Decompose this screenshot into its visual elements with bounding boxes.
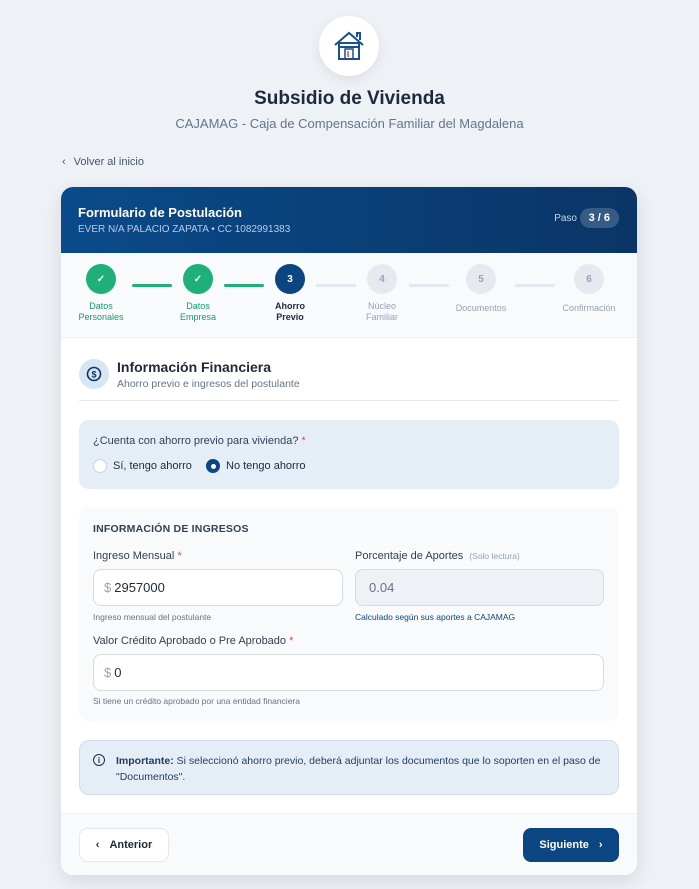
step-label: Paso: [554, 213, 577, 224]
step-connector: [132, 284, 172, 287]
percent-input-readonly: [355, 569, 604, 606]
back-home-label: Volver al inicio: [73, 156, 144, 168]
step-label: Núcleo Familiar: [365, 301, 398, 322]
currency-symbol: $: [104, 665, 112, 680]
chevron-left-icon: ‹: [95, 839, 100, 851]
applicant-info: EVER N/A PALACIO ZAPATA • CC 1082991383: [78, 224, 291, 235]
step-4-circle: 4: [367, 264, 397, 294]
back-home-link[interactable]: [62, 156, 144, 168]
page-title: Subsidio de Vivienda: [254, 88, 445, 109]
credit-value: 0: [114, 665, 122, 680]
previous-label: Anterior: [109, 839, 153, 851]
divider: [79, 400, 619, 401]
form-header: [61, 187, 637, 253]
form-card: [61, 187, 637, 875]
important-notice: [79, 740, 619, 795]
radio-checked-icon: [206, 459, 220, 473]
savings-question-box: [79, 420, 619, 489]
income-heading: INFORMACIÓN DE INGRESOS: [93, 523, 249, 535]
monthly-income-value: 2957000: [114, 580, 165, 595]
step-label: Datos Empresa: [179, 301, 216, 322]
step-connector: [316, 284, 356, 287]
credit-input[interactable]: [93, 654, 604, 691]
percent-help: Calculado según sus aportes a CAJAMAG: [355, 612, 516, 622]
next-label: Siguiente: [539, 839, 589, 851]
step-label: Datos Personales: [78, 301, 124, 322]
monthly-income-input[interactable]: [93, 569, 343, 606]
form-footer: [61, 813, 637, 875]
step-3-circle: 3: [275, 264, 305, 294]
income-box: [79, 507, 619, 721]
step-1-circle: [86, 264, 116, 294]
section-title: Información Financiera: [117, 359, 272, 375]
step-badge: 3 / 6: [580, 208, 619, 228]
check-icon: ✓: [193, 273, 203, 285]
currency-symbol: $: [104, 580, 112, 595]
step-connector: [409, 284, 449, 287]
form-title: Formulario de Postulación: [78, 205, 242, 220]
radio-unchecked-icon: [93, 459, 107, 473]
monthly-income-help: Ingreso mensual del postulante: [93, 612, 212, 622]
step-label: Ahorro Previo: [275, 301, 305, 322]
step-2-circle: [183, 264, 213, 294]
chevron-right-icon: ›: [598, 839, 603, 851]
credit-help: Si tiene un crédito aprobado por una entidad financiera: [93, 696, 300, 706]
radio-yes[interactable]: [93, 459, 192, 473]
next-button[interactable]: [523, 828, 619, 862]
step-5-circle: 5: [466, 264, 496, 294]
step-label: Documentos: [455, 303, 507, 313]
radio-no[interactable]: [206, 459, 306, 473]
step-connector: [224, 284, 264, 287]
step-connector: [515, 284, 555, 287]
svg-text:$: $: [91, 369, 97, 380]
page-subtitle: CAJAMAG - Caja de Compensación Familiar del Magdalena: [175, 116, 524, 131]
step-6-circle: 6: [574, 264, 604, 294]
percent-value: 0.04: [369, 580, 395, 595]
section-subtitle: Ahorro previo e ingresos del postulante: [117, 378, 300, 390]
notice-text: Importante: Si seleccionó ahorro previo, deberá adjuntar los documentos que lo soporten en el paso de "Documentos".: [116, 755, 601, 783]
percent-label: Porcentaje de Aportes (Solo lectura): [355, 550, 520, 562]
chevron-left-icon: ‹: [62, 156, 66, 168]
dollar-icon: [79, 359, 109, 389]
radio-no-label: No tengo ahorro: [226, 460, 306, 472]
previous-button[interactable]: [79, 828, 169, 862]
house-logo-icon: [319, 16, 379, 76]
monthly-income-label: Ingreso Mensual *: [93, 550, 182, 562]
radio-yes-label: Sí, tengo ahorro: [113, 460, 192, 472]
info-icon: i: [93, 754, 105, 766]
check-icon: ✓: [96, 273, 106, 285]
step-label: Confirmación: [562, 303, 616, 313]
stepper: [61, 253, 637, 338]
savings-question: ¿Cuenta con ahorro previo para vivienda? *: [93, 435, 306, 447]
credit-label: Valor Crédito Aprobado o Pre Aprobado *: [93, 635, 294, 647]
